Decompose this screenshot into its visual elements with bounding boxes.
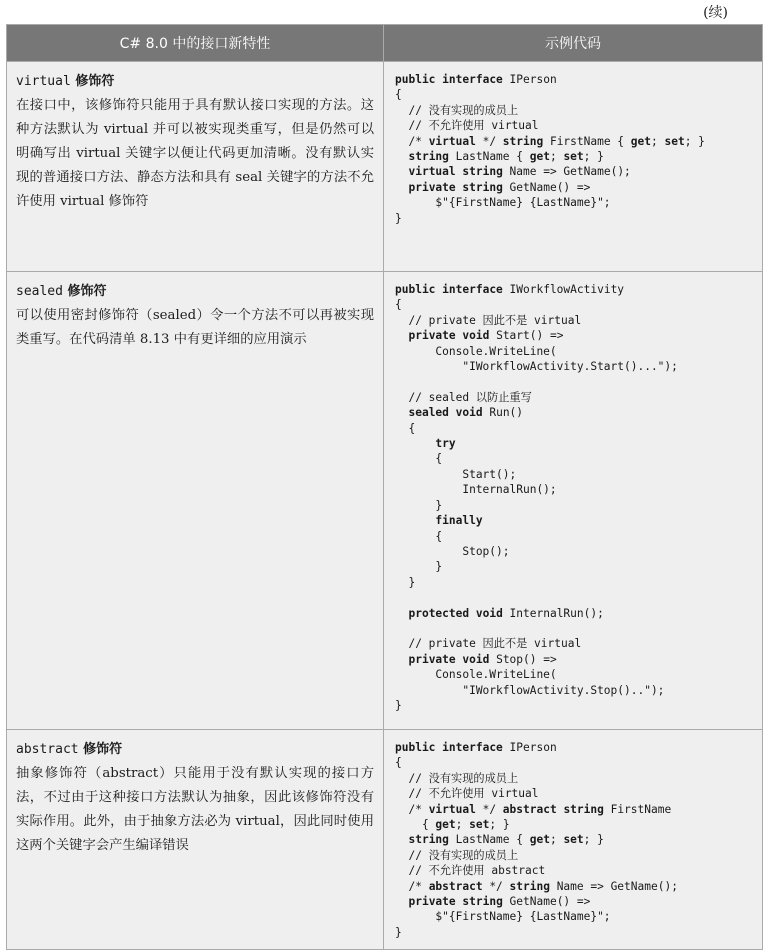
- code-cell: [384, 62, 763, 272]
- feature-title: [16, 738, 374, 762]
- table-row: [7, 62, 763, 272]
- feature-title-suffix: 修饰符: [78, 742, 123, 757]
- header-feature: C# 8.0 中的接口新特性: [7, 25, 384, 62]
- header-example: 示例代码: [384, 25, 763, 62]
- feature-keyword: sealed: [16, 284, 63, 299]
- feature-table: [6, 24, 763, 950]
- code-block: public interface IWorkflowActivity { // private 因此不是 virtual private void Start() => Console.WriteLine( "IWorkflowActivity.Start()..."); // sealed 以防止重写 sealed void Run() { try { Start(); InternalRun(); } finally { Stop(); } } protected void InternalRun(); // private 因此不是 virtual private void Stop() => Console.WriteLine( "IWorkflowActivity.Stop().."); }: [395, 283, 678, 712]
- table-row: [7, 272, 763, 730]
- code-block: public interface IPerson { // 没有实现的成员上 // 不允许使用 virtual /* virtual */ string FirstName { get; set; } string LastName { get; set; } virtual string Name => GetName(); private string GetName() => $"{FirstName} {LastName}"; }: [395, 73, 705, 225]
- feature-title-suffix: 修饰符: [62, 284, 107, 299]
- feature-description: 抽象修饰符（abstract）只能用于没有默认实现的接口方法，不过由于这种接口方法默认为抽象，因此该修饰符没有实际作用。此外，由于抽象方法必为 virtual，因此同时使用这两个关键字会产生编译错误: [16, 766, 374, 853]
- code-cell: [384, 272, 763, 730]
- continued-label: (续): [703, 5, 728, 21]
- feature-keyword: virtual: [16, 74, 71, 89]
- feature-description: 可以使用密封修饰符（sealed）令一个方法不可以再被实现类重写。在代码清单 8.13 中有更详细的应用演示: [16, 308, 374, 347]
- feature-cell: [7, 62, 384, 272]
- feature-cell: [7, 272, 384, 730]
- feature-description: 在接口中，该修饰符只能用于具有默认接口实现的方法。这种方法默认为 virtual 并可以被实现类重写，但是仍然可以明确写出 virtual 关键字以便让代码更加清晰。没有默认实现的普通接口方法、静态方法和具有 seal 关键字的方法不允许使用 virtual 修饰符: [16, 98, 374, 209]
- table-header-row: [7, 25, 763, 62]
- feature-keyword: abstract: [16, 742, 79, 757]
- feature-title: [16, 280, 374, 304]
- code-block: public interface IPerson { // 没有实现的成员上 // 不允许使用 virtual /* virtual */ abstract string FirstName { get; set; } string LastName { get; set; } // 没有实现的成员上 // 不允许使用 abstract /* abstract */ string Name => GetName(); private string GetName() => $"{FirstName} {LastName}"; }: [395, 741, 678, 939]
- feature-title: [16, 70, 374, 94]
- feature-title-suffix: 修饰符: [70, 74, 115, 89]
